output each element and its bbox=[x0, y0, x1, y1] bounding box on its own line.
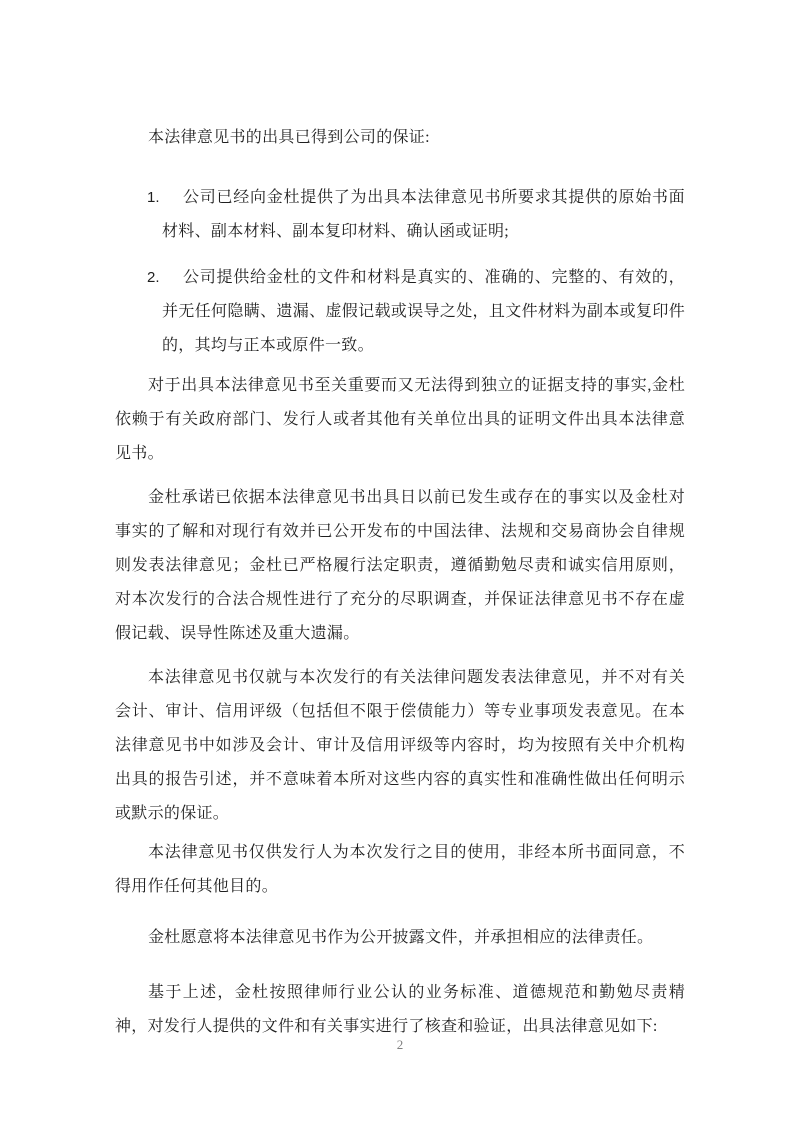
paragraph-scope: 本法律意见书仅就与本次发行的有关法律问题发表法律意见，并不对有关会计、审计、信用评级（包括但不限于偿债能力）等专业事项发表意见。在本法律意见书中如涉及会计、审计及信用评级等内容时，均为按照有关中介机构出具的报告引述，并不意味着本所对这些内容的真实性和准确性做出任何明示或默示的保证。 bbox=[115, 669, 685, 822]
page-number: 2 bbox=[396, 1037, 404, 1052]
list-item-1-text: 公司已经向金杜提供了为出具本法律意见书所要求其提供的原始书面材料、副本材料、副本复印材料、确认函或证明; bbox=[162, 189, 685, 240]
paragraph-undertaking: 金杜承诺已依据本法律意见书出具日以前已发生或存在的事实以及金杜对事实的了解和对现行有效并已公开发布的中国法律、法规和交易商协会自律规则发表法律意见；金杜已严格履行法定职责，遵循勤勉尽责和诚实信用原则，对本次发行的合法合规性进行了充分的尽职调查，并保证法律意见书不存在虚假记载、误导性陈述及重大遗漏。 bbox=[115, 489, 685, 642]
intro-paragraph: 本法律意见书的出具已得到公司的保证: bbox=[148, 129, 430, 146]
paragraph-conclusion-lead: 基于上述，金杜按照律师行业公认的业务标准、道德规范和勤勉尽责精神，对发行人提供的文件和有关事实进行了核查和验证，出具法律意见如下: bbox=[115, 984, 685, 1035]
paragraph-disclosure: 金杜愿意将本法律意见书作为公开披露文件，并承担相应的法律责任。 bbox=[148, 929, 654, 946]
list-item-2-number: 2. bbox=[147, 269, 160, 286]
list-item-1-number: 1. bbox=[147, 189, 160, 206]
paragraph-usage-restriction: 本法律意见书仅供发行人为本次发行之目的使用，非经本所书面同意，不得用作任何其他目的。 bbox=[115, 844, 685, 895]
list-item-2-text: 公司提供给金杜的文件和材料是真实的、准确的、完整的、有效的，并无任何隐瞒、遗漏、虚假记载或误导之处，且文件材料为副本或复印件的，其均与正本或原件一致。 bbox=[162, 269, 685, 354]
paragraph-reliance: 对于出具本法律意见书至关重要而又无法得到独立的证据支持的事实,金杜依赖于有关政府部门、发行人或者其他有关单位出具的证明文件出具本法律意见书。 bbox=[115, 377, 685, 462]
list-item-2 bbox=[115, 261, 685, 363]
list-item-1 bbox=[115, 181, 685, 249]
